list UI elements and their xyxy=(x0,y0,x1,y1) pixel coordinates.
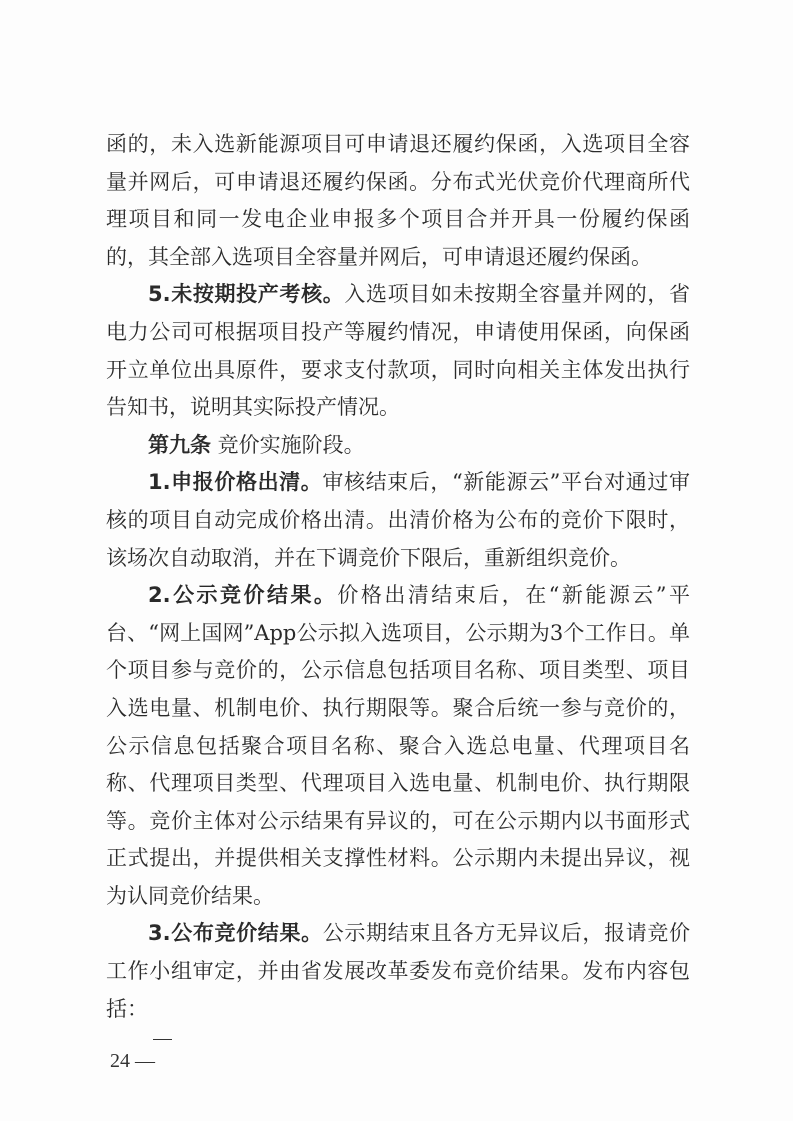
paragraph-overdue-assessment xyxy=(106,276,690,426)
page-number: 24 — xyxy=(110,1050,155,1072)
paragraph-publicize-results xyxy=(106,577,690,915)
paragraph-guarantee-refund xyxy=(106,126,690,276)
paragraph-text: 入选项目如未按期全容量并网的，省电力公司可根据项目投产等履约情况，申请使用保函，向保函开立单位出具原件，要求支付款项，同时向相关主体发出执行告知书，说明其实际投产情况。 xyxy=(106,282,691,420)
paragraph-lead: 1.申报价格出清。 xyxy=(148,470,323,495)
article-title: 竞价实施阶段。 xyxy=(211,432,365,457)
paragraph-text: 函的，未入选新能源项目可申请退还履约保函，入选项目全容量并网后，可申请退还履约保函。分布式光伏竞价代理商所代理项目和同一发电企业申报多个项目合并开具一份履约保函的，其全部入选项目全容量并网后，可申请退还履约保函。 xyxy=(106,132,690,269)
document-body xyxy=(106,126,690,1028)
paragraph-announce-results xyxy=(106,915,690,1028)
paragraph-text: 审核结束后，“新能源云”平台对通过审核的项目自动完成价格出清。出清价格为公布的竞价下限时，该场次自动取消，并在下调竞价下限后，重新组织竞价。 xyxy=(106,470,690,570)
article-number: 第九条 xyxy=(148,432,211,457)
article-nine-heading xyxy=(106,427,690,465)
paragraph-text: 价格出清结束后，在“新能源云”平台、“网上国网”App公示拟入选项目，公示期为3个工作日。单个项目参与竞价的，公示信息包括项目名称、项目类型、项目入选电量、机制电价、执行期限等。聚合后统一参与竞价的，公示信息包括聚合项目名称、聚合入选总电量、代理项目名称、代理项目类型、代理项目入选电量、机制电价、执行期限等。竞价主体对公示结果有异议的，可在公示期内以书面形式正式提出，并提供相关支撑性材料。公示期内未提出异议，视为认同竞价结果。 xyxy=(106,583,690,908)
paragraph-lead: 2.公示竞价结果。 xyxy=(148,583,338,608)
page-number-dash-decoration xyxy=(153,1039,172,1040)
paragraph-lead: 5.未按期投产考核。 xyxy=(148,282,345,307)
paragraph-text: 公示期结束且各方无异议后，报请竞价工作小组审定，并由省发展改革委发布竞价结果。发布内容包括： xyxy=(106,921,691,1021)
paragraph-price-clearing xyxy=(106,464,690,577)
paragraph-lead: 3.公布竞价结果。 xyxy=(148,921,323,946)
